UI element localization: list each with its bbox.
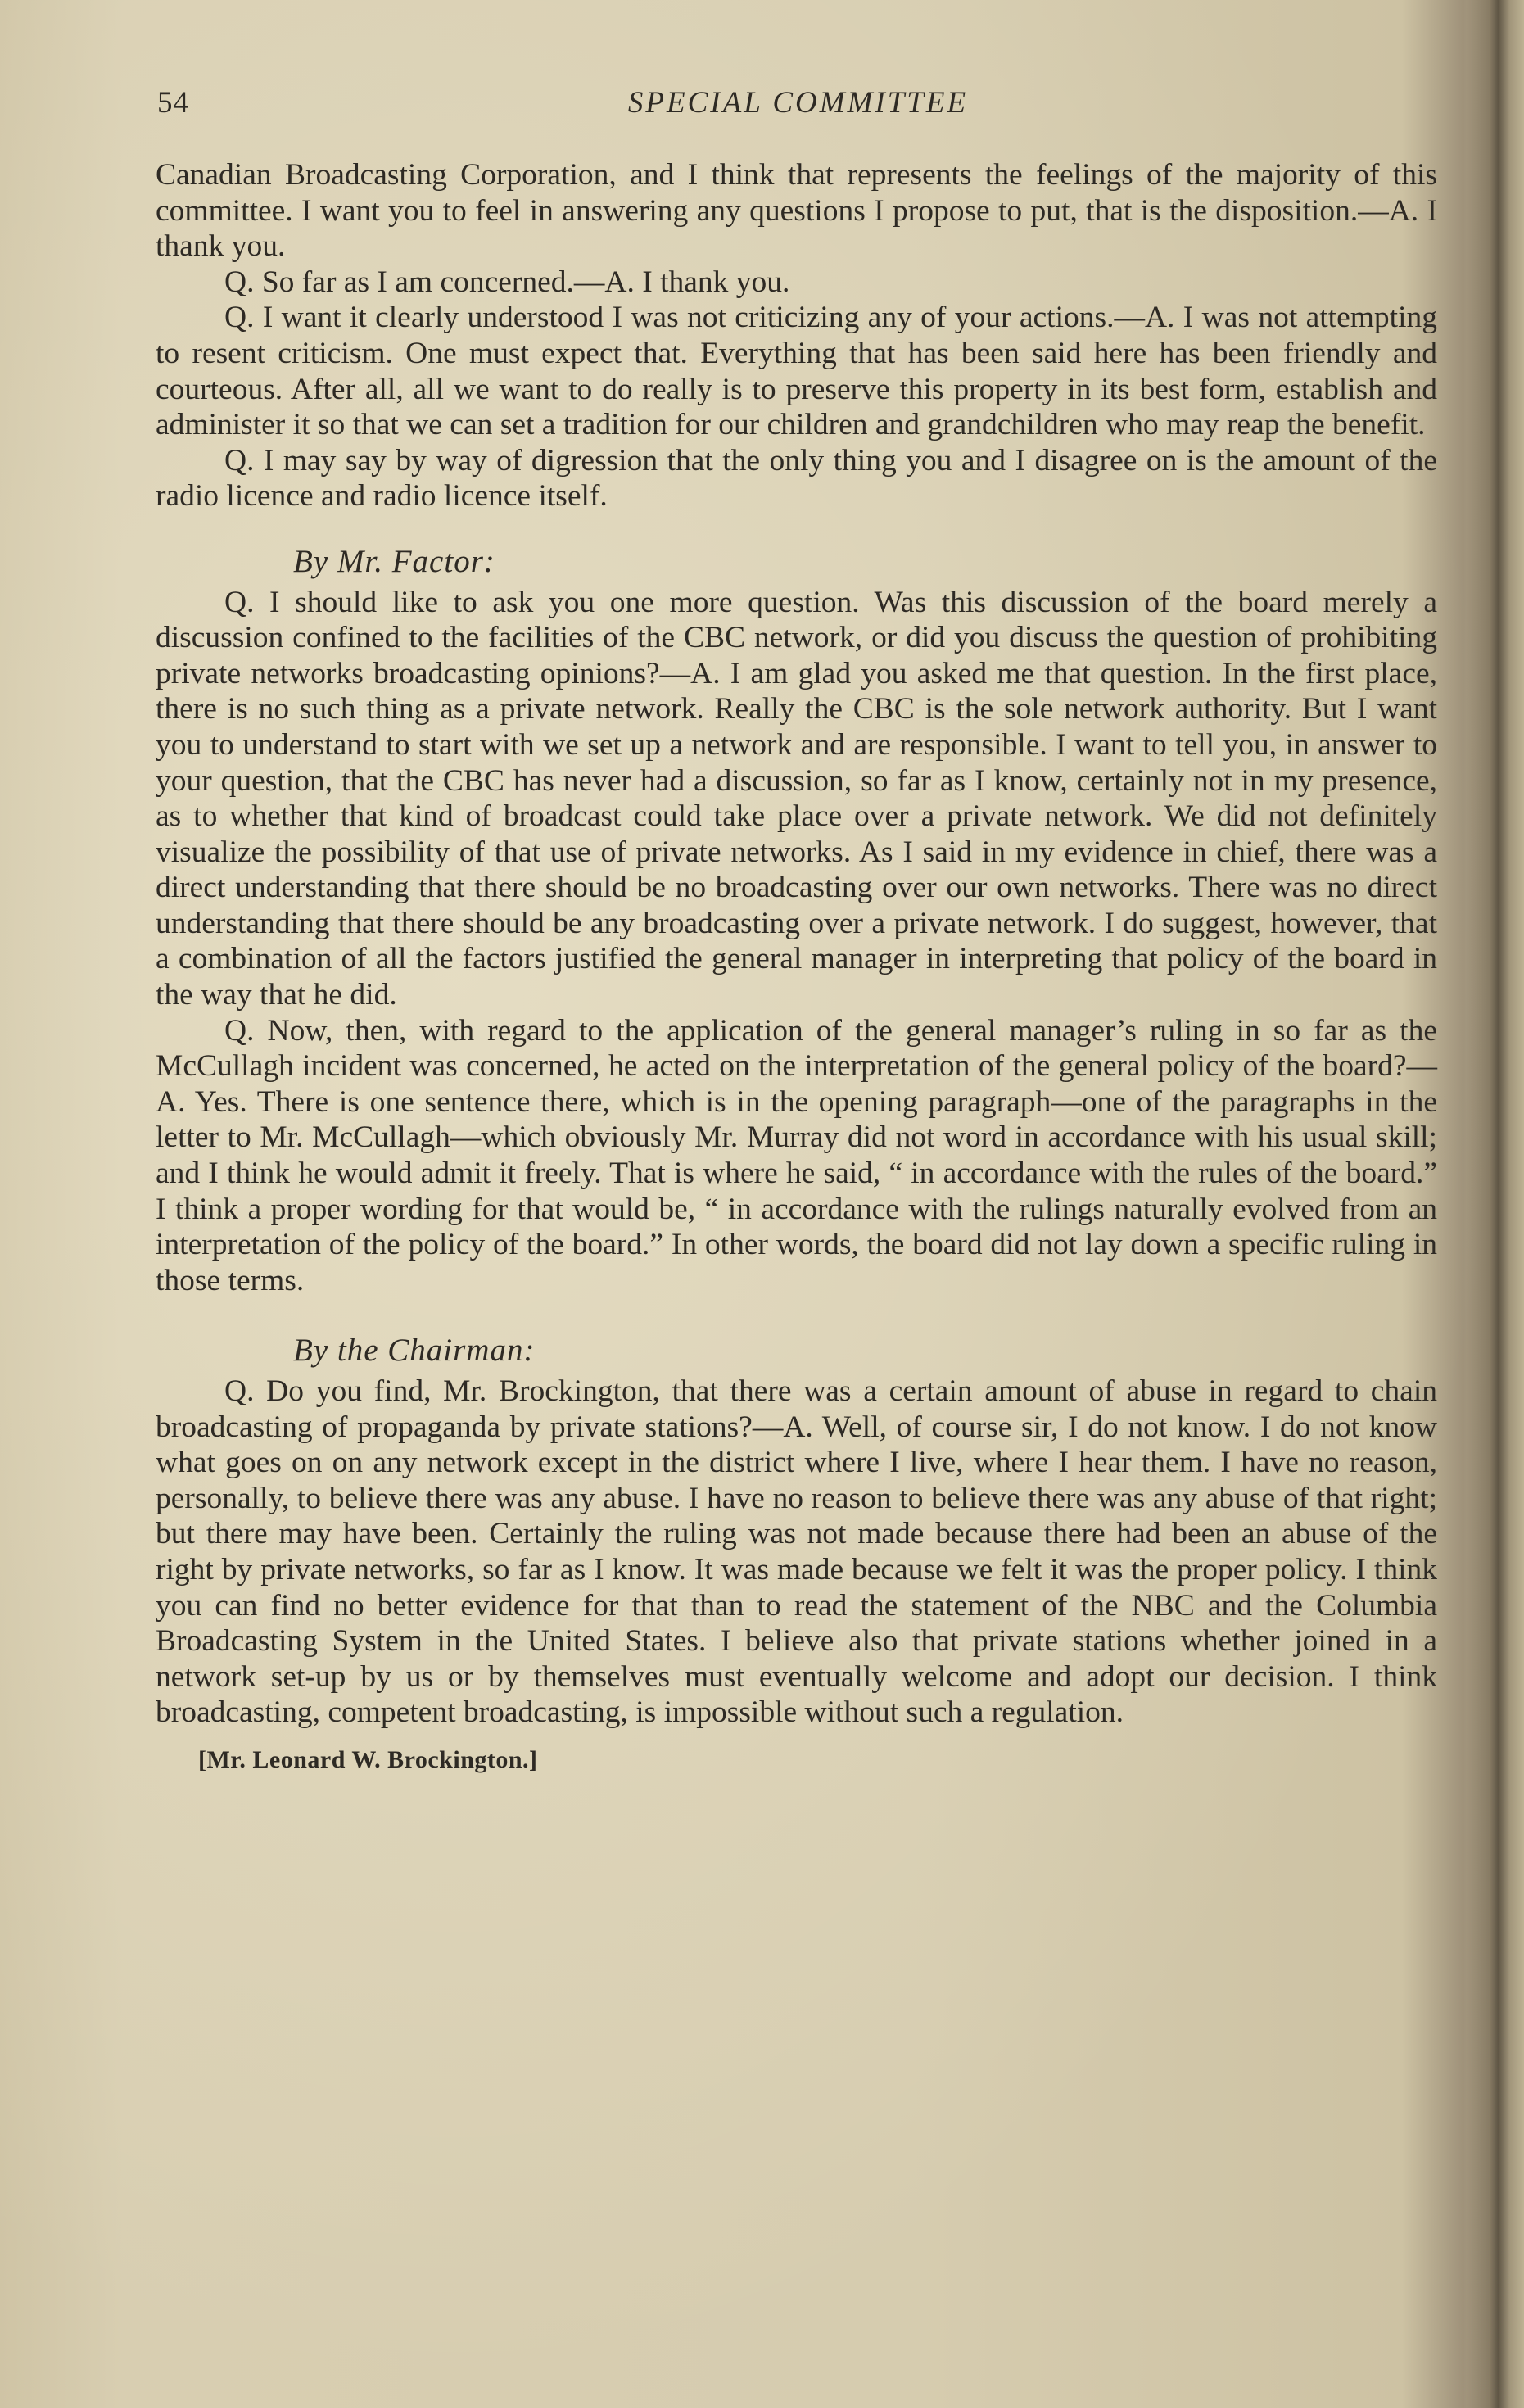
paragraph: Q. Do you find, Mr. Brockington, that there was a certain amount of abuse in regard to chain broadcasting of propaganda by private stations?—A. Well, of course sir, I do not know. I do not know what goes on on any network except in the district where I live, where I hear them. I have no reason, personally, to believe there was any abuse. I have no reason to believe there was any abuse of that right; but there may have been. Certainly the ruling was not made because there had been an abuse of the right by private networks, so far as I know. It was made because we felt it was the proper policy. I think you can find no better evidence for that than to read the statement of the NBC and the Columbia Broadcasting System in the United States. I believe also that private stations whether joined in a network set-up by us or by themselves must eventually welcome and adopt our decision. I think broadcasting, competent broadcasting, is impossible without such a regulation. — [156, 1374, 1437, 1730]
paragraph: Q. I want it clearly understood I was not criticizing any of your actions.—A. I was not attempting to resent criticism. One must expect that. Everything that has been said here has been friendly and courteous. After all, all we want to do really is to preserve this property in its best form, establish and administer it so that we can set a tradition for our children and grandchildren who may reap the benefit. — [156, 301, 1437, 442]
page-header — [157, 85, 1439, 131]
speaker-heading-factor: By Mr. Factor: — [293, 543, 495, 579]
witness-footnote: [Mr. Leonard W. Brockington.] — [198, 1745, 538, 1773]
page-binding-shadow — [1467, 0, 1524, 2408]
page-body — [156, 157, 1437, 1778]
page-number: 54 — [157, 86, 189, 120]
paragraph: Q. So far as I am concerned.—A. I thank you. — [224, 265, 790, 299]
paragraph: Q. Now, then, with regard to the application of the general manager’s ruling in so far as the McCullagh incident was concerned, he acted on the interpretation of the general policy of the board?—A. Yes. There is one sentence there, which is in the opening paragraph—one of the paragraphs in the letter to Mr. McCullagh—which obviously Mr. Murray did not word in accordance with his usual skill; and I think he would admit it freely. That is where he said, “ in accordance with the rules of the board.” I think a proper wording for that would be, “ in accordance with the rulings naturally evolved from an interpretation of the policy of the board.” In other words, the board did not lay down a specific ruling in those terms. — [156, 1013, 1437, 1297]
paragraph: Q. I may say by way of digression that the only thing you and I disagree on is the amount of the radio licence and radio licence itself. — [156, 443, 1437, 514]
running-head: SPECIAL COMMITTEE — [627, 86, 969, 120]
paragraph: Canadian Broadcasting Corporation, and I think that represents the feelings of the majority of this committee. I want you to feel in answering any questions I propose to put, that is the disposition.—A. I thank you. — [156, 158, 1437, 264]
speaker-heading-chairman: By the Chairman: — [293, 1333, 536, 1369]
paragraph: Q. I should like to ask you one more question. Was this discussion of the board merely a discussion confined to the facilities of the CBC network, or did you discuss the question of prohibiting private networks broadcasting opinions?—A. I am glad you asked me that question. In the first place, there is no such thing as a private network. Really the CBC is the sole network authority. But I want you to understand to start with we set up a network and are responsible. I want to tell you, in answer to your question, that the CBC has never had a discussion, so far as I know, certainly not in my presence, as to whether that kind of broadcast could take place over a private network. We did not definitely visualize the possibility of that use of private networks. As I said in my evidence in chief, there was a direct understanding that there should be no broadcasting over our own networks. There was no direct understanding that there should be any broadcasting over a private network. I do suggest, however, that a combination of all the factors justified the general manager in interpreting that policy of the board in the way that he did. — [156, 585, 1437, 1012]
